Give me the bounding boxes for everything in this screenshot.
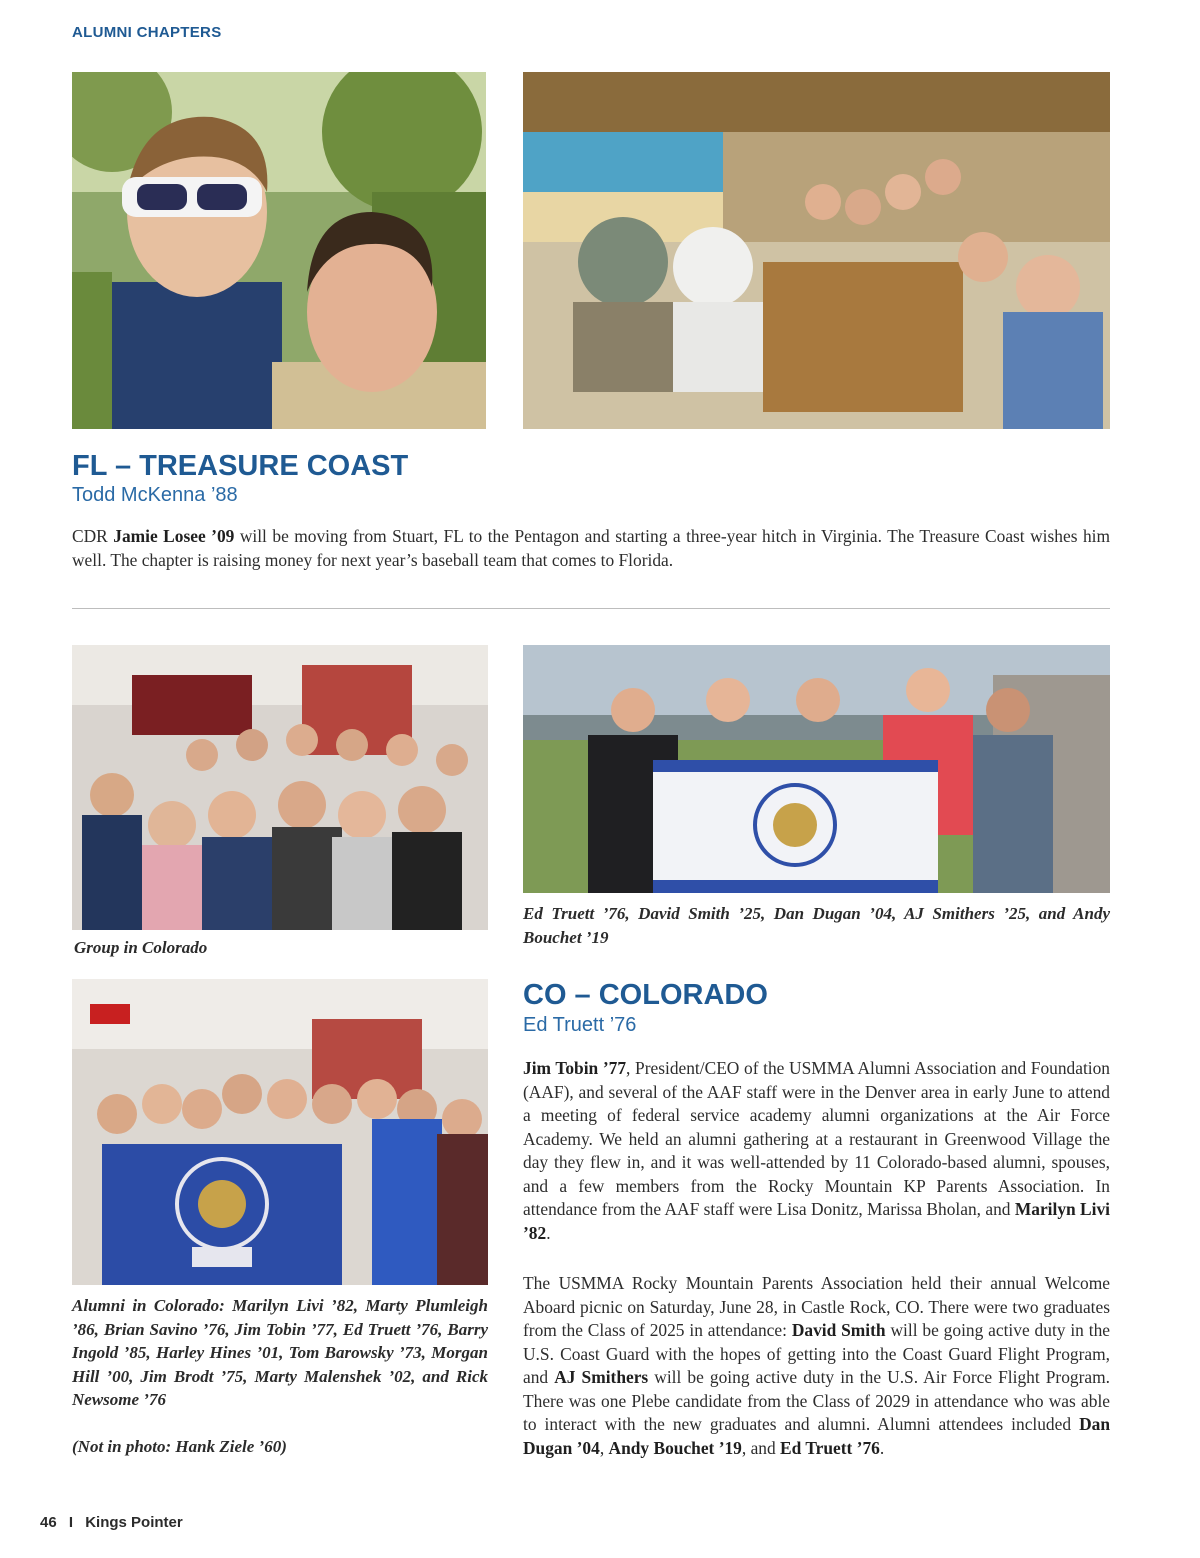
publication-name: Kings Pointer bbox=[85, 1514, 183, 1531]
fl-heading: FL – TREASURE COAST bbox=[72, 450, 409, 482]
section-label: ALUMNI CHAPTERS bbox=[72, 24, 222, 41]
caption-group-colorado: Group in Colorado bbox=[74, 938, 208, 957]
footer-separator: I bbox=[68, 1514, 74, 1531]
caption-not-in-photo: (Not in photo: Hank Ziele ’60) bbox=[72, 1437, 287, 1456]
page-footer bbox=[40, 1514, 183, 1531]
caption-alumni-chapter: Alumni in Colorado: Marilyn Livi ’82, Marty Plumleigh ’86, Brian Savino ’76, Jim Tobin ’77, Ed Truett ’76, Barry Ingold ’85, Harley Hines ’01, Tom Barowsky ’73, Morgan Hill ’00, Jim Brodt ’75, Marty Malenshek ’02, and Rick Newsome ’76 bbox=[72, 1296, 488, 1409]
photo-boy-and-officer bbox=[72, 72, 486, 429]
page-number: 46 bbox=[40, 1514, 57, 1531]
section-divider bbox=[72, 608, 1110, 609]
fl-author: Todd McKenna ’88 bbox=[72, 484, 238, 506]
co-author: Ed Truett ’76 bbox=[523, 1014, 637, 1036]
co-paragraph-1: Jim Tobin ’77, President/CEO of the USMMA Alumni Association and Foundation (AAF), and several of the AAF staff were in the Denver area in early June to attend a meeting of federal service academy alumni organizations at the Air Force Academy. We held an alumni gathering at a restaurant in Greenwood Village the day they flew in, and it was well-attended by 11 Colorado-based alumni, spouses, and a few members from the Rocky Mountain KP Parents Association. In attendance from the AAF staff were Lisa Donitz, Marissa Bholan, and Marilyn Livi ’82. bbox=[523, 1058, 1111, 1243]
co-paragraph-2: The USMMA Rocky Mountain Parents Association held their annual Welcome Aboard picnic on Saturday, June 28, in Castle Rock, CO. There were two graduates from the Class of 2025 in attendance: David Smith will be going active duty in the U.S. Coast Guard with the hopes of getting into the Coast Guard Flight Program, and AJ Smithers will be going active duty in the U.S. Air Force Flight Program. There was one Plebe candidate from the Class of 2029 in attendance who was able to interact with the new graduates and alumni. Alumni attendees included Dan Dugan ’04, Andy Bouchet ’19, and Ed Truett ’76. bbox=[523, 1273, 1111, 1458]
photo-alumni-chapter-flag bbox=[72, 979, 488, 1285]
caption-flag-graduates: Ed Truett ’76, David Smith ’25, Dan Dugan ’04, AJ Smithers ’25, and Andy Bouchet ’19 bbox=[523, 904, 1110, 947]
fl-body: CDR Jamie Losee ’09 will be moving from Stuart, FL to the Pentagon and starting a three-year hitch in Virginia. The Treasure Coast wishes him well. The chapter is raising money for next year’s baseball team that comes to Florida. bbox=[72, 526, 1111, 570]
co-heading: CO – COLORADO bbox=[523, 979, 768, 1011]
photo-restaurant-group bbox=[523, 72, 1110, 429]
photo-group-colorado bbox=[72, 645, 488, 930]
photo-flag-graduates bbox=[523, 645, 1110, 893]
